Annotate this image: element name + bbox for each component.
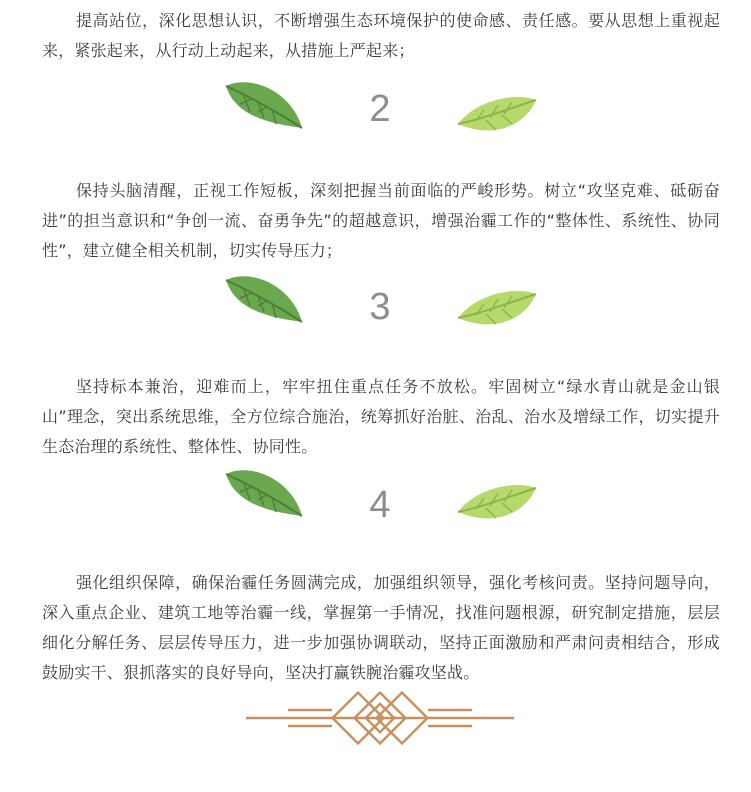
light-green-leaf-icon xyxy=(456,482,538,528)
section-divider-4 xyxy=(0,466,751,546)
section-divider-2 xyxy=(0,78,751,158)
light-green-leaf-icon xyxy=(456,288,538,334)
dark-green-leaf-icon xyxy=(222,466,306,522)
paragraph-1: 提高站位，深化思想认识，不断增强生态环境保护的使命感、责任感。要从思想上重视起来，紧张起来，从行动上动起来，从措施上严起来； xyxy=(42,11,720,60)
paragraph-3: 坚持标本兼治，迎难而上，牢牢扭住重点任务不放松。牢固树立“绿水青山就是金山银山”理念，突出系统思维，全方位综合施治，统筹抓好治脏、治乱、治水及增绿工作，切实提升生态治理的系统性、整体性、协同性。 xyxy=(42,377,720,456)
light-green-leaf-icon xyxy=(456,94,538,140)
diamond-ornament-icon xyxy=(244,686,516,750)
section-number: 2 xyxy=(369,88,391,130)
dark-green-leaf-icon xyxy=(222,272,306,328)
section-divider-3 xyxy=(0,272,751,352)
section-number: 3 xyxy=(369,286,391,328)
section-number: 4 xyxy=(369,484,391,526)
paragraph-4: 强化组织保障，确保治霾任务圆满完成，加强组织领导，强化考核问责。坚持问题导向，深入重点企业、建筑工地等治霾一线，掌握第一手情况，找准问题根源，研究制定措施，层层细化分解任务、层层传导压力，进一步加强协调联动，坚持正面激励和严肃问责相结合，形成鼓励实干、狠抓落实的良好导向，坚决打赢铁腕治霾攻坚战。 xyxy=(42,573,720,682)
paragraph-2: 保持头脑清醒，正视工作短板，深刻把握当前面临的严峻形势。树立“攻坚克难、砥砺奋进”的担当意识和“争创一流、奋勇争先”的超越意识，增强治霾工作的“整体性、系统性、协同性”，建立健全相关机制，切实传导压力； xyxy=(42,181,720,260)
dark-green-leaf-icon xyxy=(222,78,306,134)
